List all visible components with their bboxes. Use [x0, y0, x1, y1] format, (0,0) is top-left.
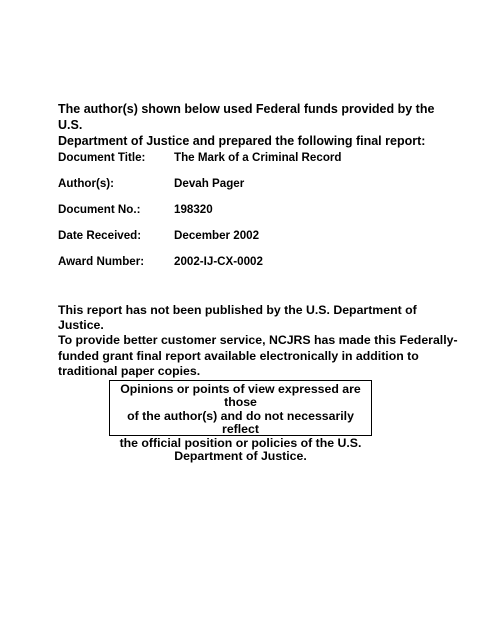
disclaimer-line: Opinions or points of view expressed are those	[120, 382, 361, 410]
field-label: Date Received:	[58, 229, 142, 242]
note-line: funded grant final report available electronically in addition to	[58, 348, 419, 363]
publication-note	[58, 303, 458, 379]
note-line: To provide better customer service, NCJRS has made this Federally-	[58, 333, 458, 348]
field-value: The Mark of a Criminal Record	[174, 151, 342, 164]
field-value: December 2002	[174, 229, 260, 242]
note-line: This report has not been published by the U.S. Department of Justice.	[58, 303, 417, 333]
disclaimer-box	[109, 380, 372, 464]
note-line: traditional paper copies.	[58, 363, 201, 378]
disclaimer-line: the official position or policies of the U.S.	[119, 435, 362, 450]
field-label: Document Title:	[58, 151, 146, 164]
field-value: 2002-IJ-CX-0002	[174, 255, 263, 268]
intro-line: Department of Justice and prepared the following final report:	[58, 134, 426, 148]
field-label: Award Number:	[58, 255, 145, 268]
field-label: Author(s):	[58, 177, 115, 190]
intro-line: The author(s) shown below used Federal funds provided by the U.S.	[58, 102, 435, 132]
disclaimer-line: of the author(s) and do not necessarily reflect	[127, 408, 354, 437]
field-label: Document No.:	[58, 203, 141, 216]
intro-paragraph	[58, 101, 458, 149]
field-value: Devah Pager	[174, 177, 245, 190]
disclaimer-line: Department of Justice.	[174, 449, 307, 464]
field-value: 198320	[174, 203, 213, 216]
